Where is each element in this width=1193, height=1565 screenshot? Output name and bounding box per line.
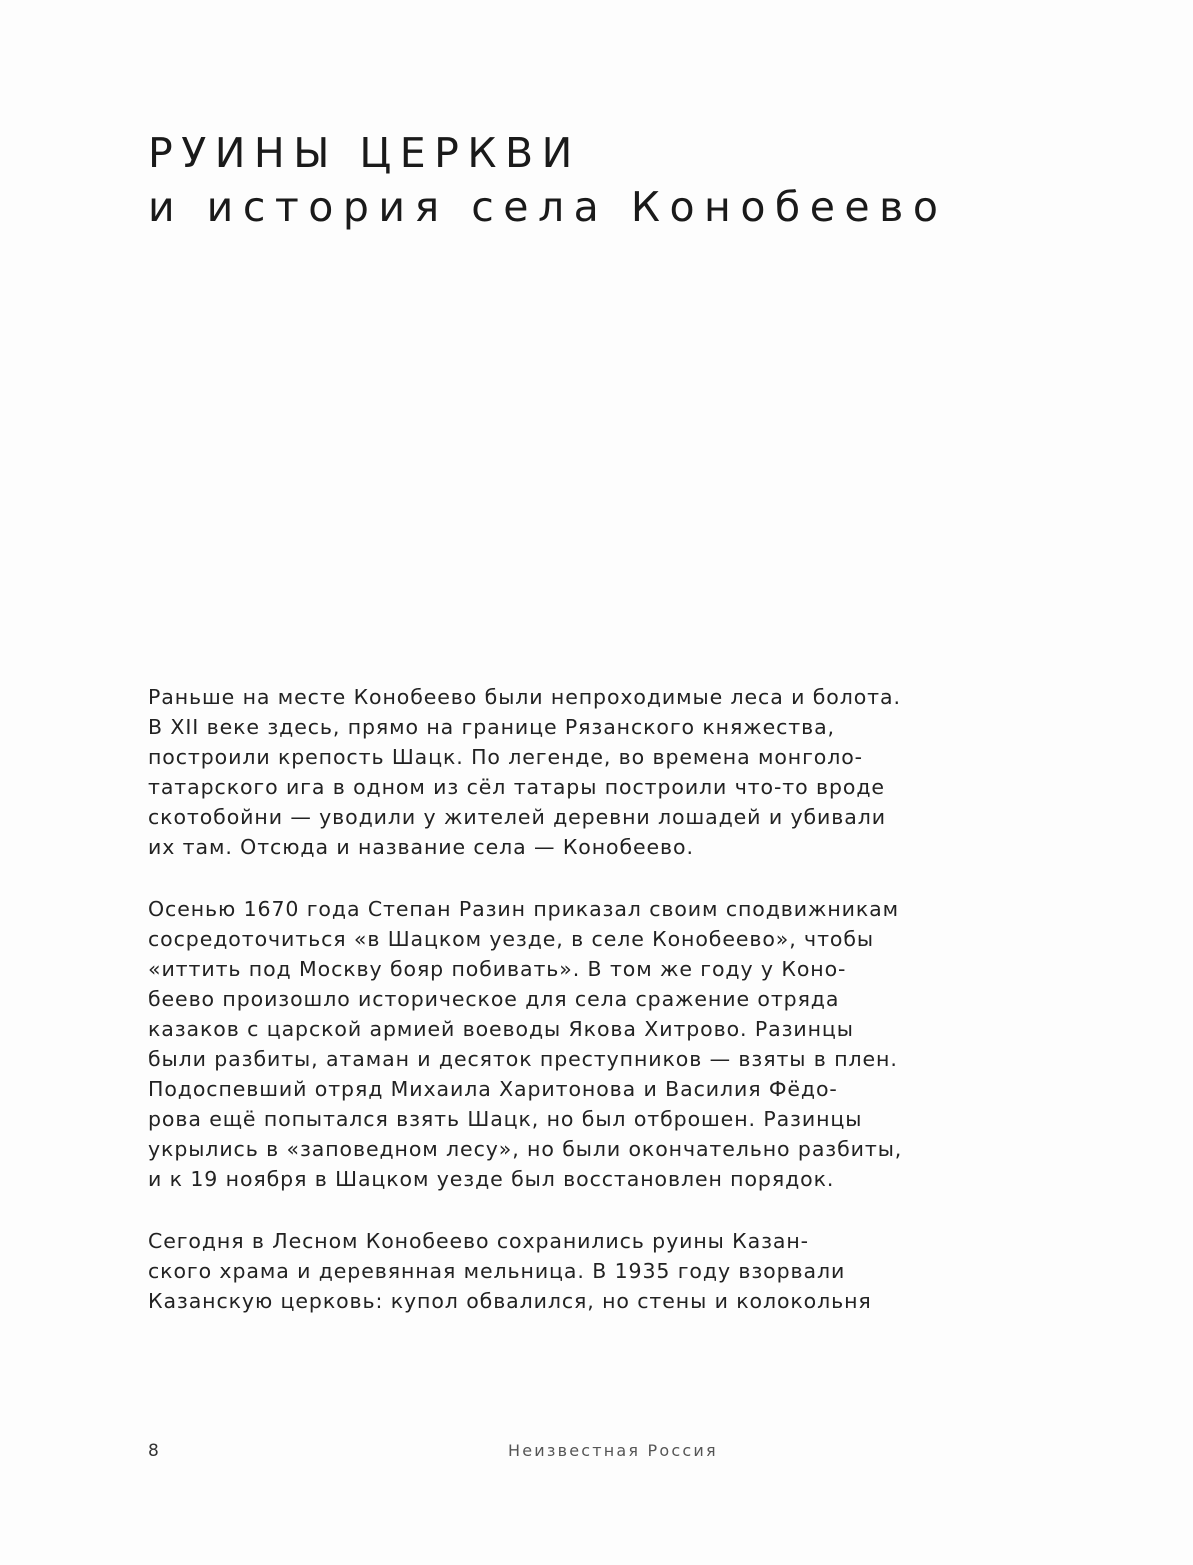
text-line: скотобойни — уводили у жителей деревни лошадей и убивали xyxy=(148,805,886,830)
text-line: казаков с царской армией воеводы Якова Хитрово. Разинцы xyxy=(148,1016,854,1041)
paragraph-2 xyxy=(148,894,938,1195)
text-line: Осенью 1670 года Степан Разин приказал своим сподвижникам xyxy=(148,896,900,921)
text-line: Казанскую церковь: купол обвалился, но стены и колокольня xyxy=(148,1288,872,1313)
text-line: Подоспевший отряд Михаила Харитонова и Василия Фёдо- xyxy=(148,1077,838,1102)
text-line: были разбиты, атаман и десяток преступников — взяты в плен. xyxy=(148,1047,898,1072)
text-line: построили крепость Шацк. По легенде, во времена монголо- xyxy=(148,745,863,770)
text-line: Раньше на месте Конобеево были непроходимые леса и болота. xyxy=(148,685,901,709)
text-line: «иттить под Москву бояр побивать». В том же году у Коно- xyxy=(148,956,847,981)
text-line: В XII веке здесь, прямо на границе Рязанского княжества, xyxy=(148,715,835,740)
article-body xyxy=(148,682,938,1347)
page-title-line-1: РУИНЫ ЦЕРКВИ xyxy=(148,129,581,177)
text-line: беево произошло историческое для села сражение отряда xyxy=(148,986,840,1011)
text-line: сосредоточиться «в Шацком уезде, в селе Конобеево», чтобы xyxy=(148,926,874,951)
text-line: укрылись в «заповедном лесу», но были окончательно разбиты, xyxy=(148,1137,903,1162)
paragraph-1 xyxy=(148,682,938,863)
text-line: их там. Отсюда и название села — Конобеево. xyxy=(148,835,694,860)
text-line: рова ещё попытался взять Шацк, но был отброшен. Разинцы xyxy=(148,1107,863,1132)
text-line: Сегодня в Лесном Конобеево сохранились руины Казан- xyxy=(148,1228,809,1253)
paragraph-3 xyxy=(148,1226,938,1316)
running-title: Неизвестная Россия xyxy=(508,1441,718,1460)
page-title-line-2: и история села Конобеево xyxy=(148,183,948,231)
page-number: 8 xyxy=(148,1441,159,1461)
text-line: татарского ига в одном из сёл татары построили что-то вроде xyxy=(148,775,885,800)
text-line: и к 19 ноября в Шацком уезде был восстановлен порядок. xyxy=(148,1167,835,1192)
text-line: ского храма и деревянная мельница. В 1935 году взорвали xyxy=(148,1258,846,1283)
